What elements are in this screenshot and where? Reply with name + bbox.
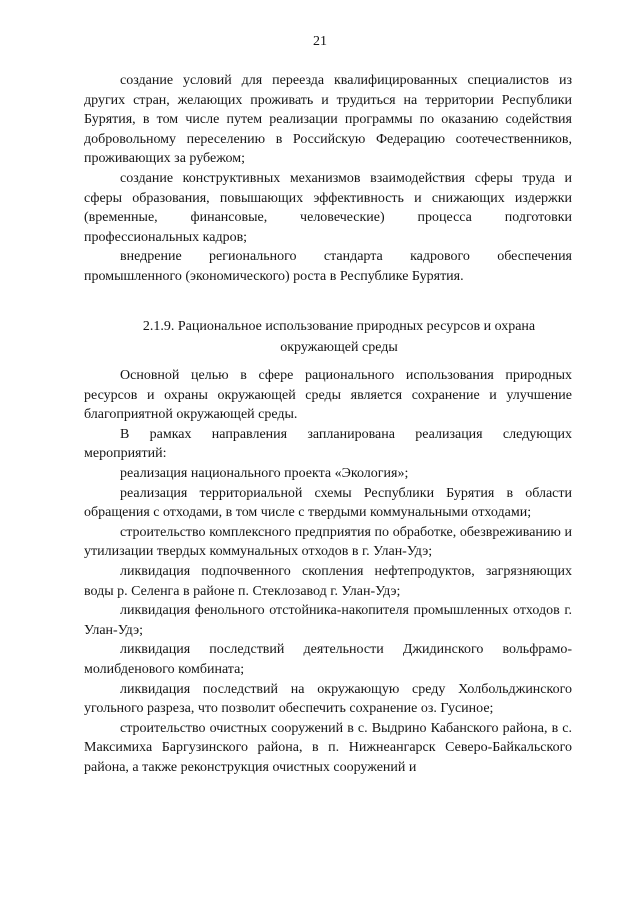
list-item: строительство очистных сооружений в с. Выдрино Кабанского района, в с. Максимиха Баргузинского района, в п. Нижнеангарск Северо-Байкальского района, а также реконструкция очистных сооружений и — [84, 720, 572, 775]
paragraph: Основной целью в сфере рационального использования природных ресурсов и охраны окружающей среды является сохранение и улучшение благоприятной окружающей среды. — [84, 368, 572, 423]
paragraph: создание конструктивных механизмов взаимодействия сферы труда и сферы образования, повышающих эффективность и снижающих издержки (временные, финансовые, человеческие) процесса подготовки профессиональных кадров; — [84, 170, 572, 245]
page-number: 21 — [313, 34, 327, 49]
paragraph: В рамках направления запланирована реализация следующих мероприятий: — [84, 426, 572, 462]
list-item: строительство комплексного предприятия по обработке, обезвреживанию и утилизации твердых коммунальных отходов в г. Улан-Удэ; — [84, 524, 572, 560]
list-item: реализация национального проекта «Экология»; — [120, 465, 409, 481]
list-item: ликвидация последствий на окружающую среду Холбольджинского угольного разреза, что позволит обеспечить сохранение оз. Гусиное; — [84, 681, 572, 717]
section-heading: 2.1.9. Рациональное использование природных ресурсов и охрана окружающей среды — [142, 319, 536, 355]
list-item: реализация территориальной схемы Республики Бурятия в области обращения с отходами, в том числе с твердыми коммунальными отходами; — [84, 485, 572, 521]
text-block-section — [84, 366, 572, 777]
paragraph: внедрение регионального стандарта кадрового обеспечения промышленного (экономического) роста в Республике Бурятия. — [84, 249, 572, 284]
paragraph: создание условий для переезда квалифицированных специалистов из других стран, желающих проживать и трудиться на территории Республики Бурятия, в том числе путем реализации программы по оказанию содействия добровольному переселению в Российскую Федерацию соотечественников, проживающих за рубежом; — [84, 73, 572, 167]
list-item: ликвидация подпочвенного скопления нефтепродуктов, загрязняющих воды р. Селенга в районе п. Стеклозавод г. Улан-Удэ; — [84, 563, 572, 599]
text-block-intro — [84, 71, 572, 287]
list-item: ликвидация последствий деятельности Джидинского вольфрамо-молибденового комбината; — [84, 642, 572, 677]
list-item: ликвидация фенольного отстойника-накопителя промышленных отходов г. Улан-Удэ; — [84, 603, 572, 638]
